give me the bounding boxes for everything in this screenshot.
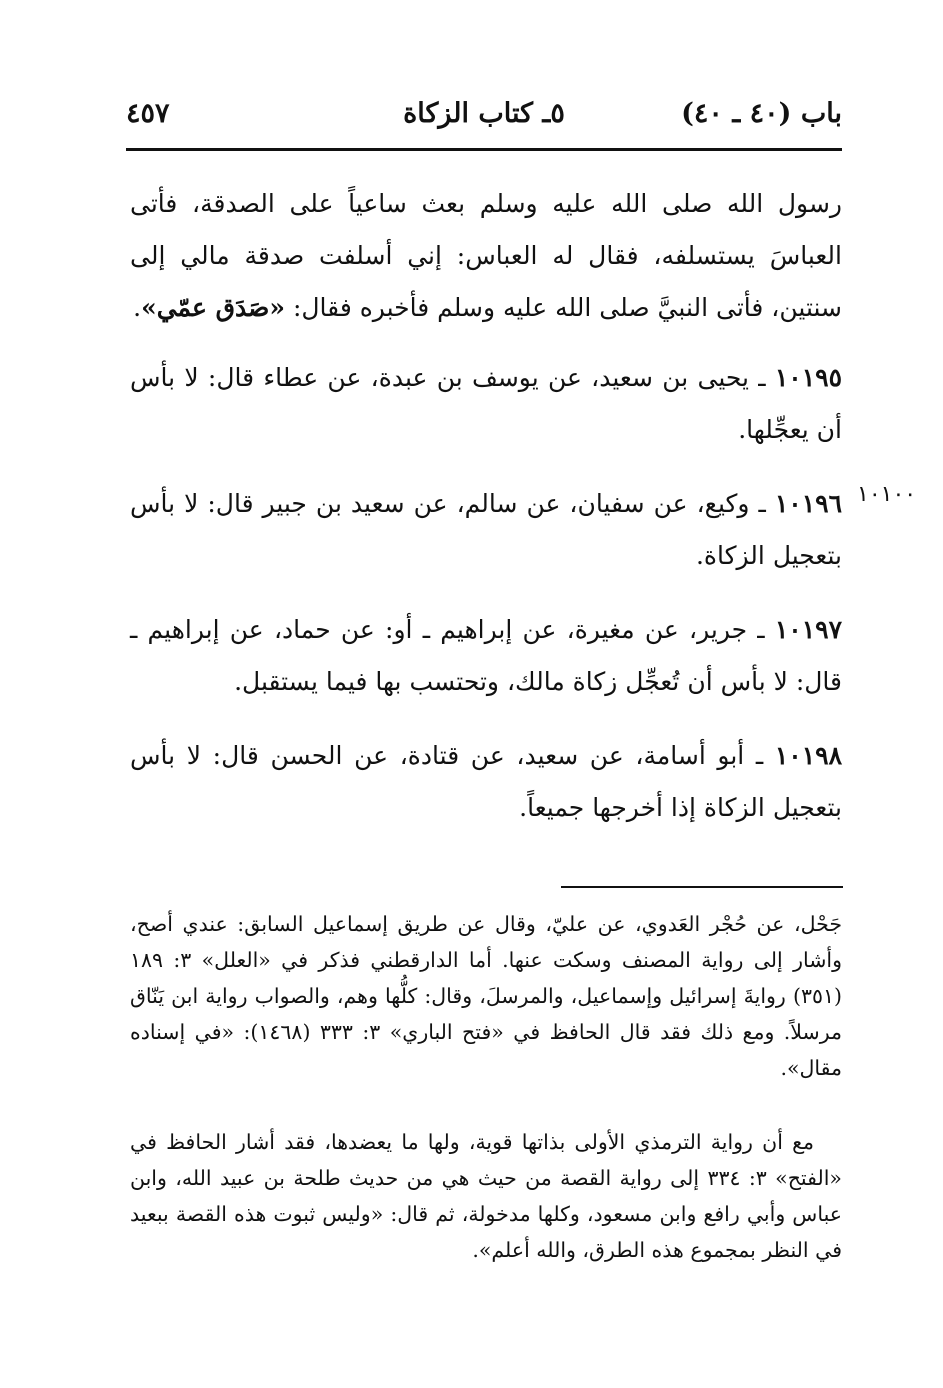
chapter-title: باب (٤٠ ـ ٤٠) — [681, 98, 842, 129]
hadith-10198 — [130, 730, 842, 834]
hadith-10197 — [130, 604, 842, 708]
footnote-separator — [561, 886, 843, 888]
quoted-saying: «صَدَق عمّي» — [141, 293, 286, 322]
hadith-text: ـ جرير، عن مغيرة، عن إبراهيم ـ أو: عن حماد، عن إبراهيم ـ قال: لا بأس أن تُعجِّل زكاة مالك، وتحتسب بها فيما يستقبل. — [130, 615, 842, 696]
hadith-text: ـ أبو أسامة، عن سعيد، عن قتادة، عن الحسن قال: لا بأس بتعجيل الزكاة إذا أخرجها جميعاً. — [130, 741, 842, 822]
hadith-number: ١٠١٩٨ — [774, 741, 842, 770]
hadith-number: ١٠١٩٦ — [774, 489, 842, 518]
hadith-10196 — [130, 478, 842, 582]
paragraph-continuation — [130, 178, 842, 334]
footnote-text: جَحْل، عن حُجْر العَدوي، عن عليّ، وقال عن طريق إسماعيل السابق: عندي أصح، وأشار إلى رواية المصنف وسكت عنها. أما الدارقطني فذكر في «العلل» ٣: ١٨٩ (٣٥١) روايةَ إسرائيل وإسماعيل، والمرسلَ، وقال: كلُّها وهم، والصواب رواية ابن يَنّاق مرسلاً. ومع ذلك فقد قال الحافظ في «فتح الباري» ٣: ٣٣٣ (١٤٦٨): «في إسناده مقال». — [130, 912, 842, 1080]
hadith-text: ـ وكيع، عن سفيان، عن سالم، عن سعيد بن جبير قال: لا بأس بتعجيل الزكاة. — [130, 489, 842, 570]
page-header — [126, 98, 842, 144]
footnote-text: مع أن رواية الترمذي الأولى بذاتها قوية، ولها ما يعضدها، فقد أشار الحافظ في «الفتح» ٣: ٣٣٤ إلى رواية القصة من حيث هي من حديث طلحة بن عبيد الله، وابن عباس وأبي رافع وابن مسعود، وكلها مدخولة، ثم قال: «وليس ثبوت هذه القصة ببعيد في النظر بمجموع هذه الطرق، والله أعلم». — [130, 1130, 842, 1262]
page-number: ٤٥٧ — [126, 98, 170, 129]
header-rule — [126, 148, 842, 151]
paragraph-end: . — [133, 293, 142, 322]
book-title: ٥ـ كتاب الزكاة — [403, 98, 565, 129]
hadith-number: ١٠١٩٧ — [774, 615, 842, 644]
paragraph-text: رسول الله صلى الله عليه وسلم بعث ساعياً على الصدقة، فأتى العباسَ يستسلفه، فقال له العباس: إني أسلفت صدقة مالي إلى سنتين، فأتى النبيَّ صلى الله عليه وسلم فأخبره فقال: — [130, 189, 842, 322]
footnote-continuation — [130, 906, 842, 1086]
footnote-paragraph — [130, 1124, 842, 1268]
hadith-10195 — [130, 352, 842, 456]
hadith-text: ـ يحيى بن سعيد، عن يوسف بن عبدة، عن عطاء قال: لا بأس أن يعجِّلها. — [130, 363, 842, 444]
margin-reference-number: ١٠١٠٠ — [857, 482, 917, 507]
hadith-number: ١٠١٩٥ — [774, 363, 842, 392]
